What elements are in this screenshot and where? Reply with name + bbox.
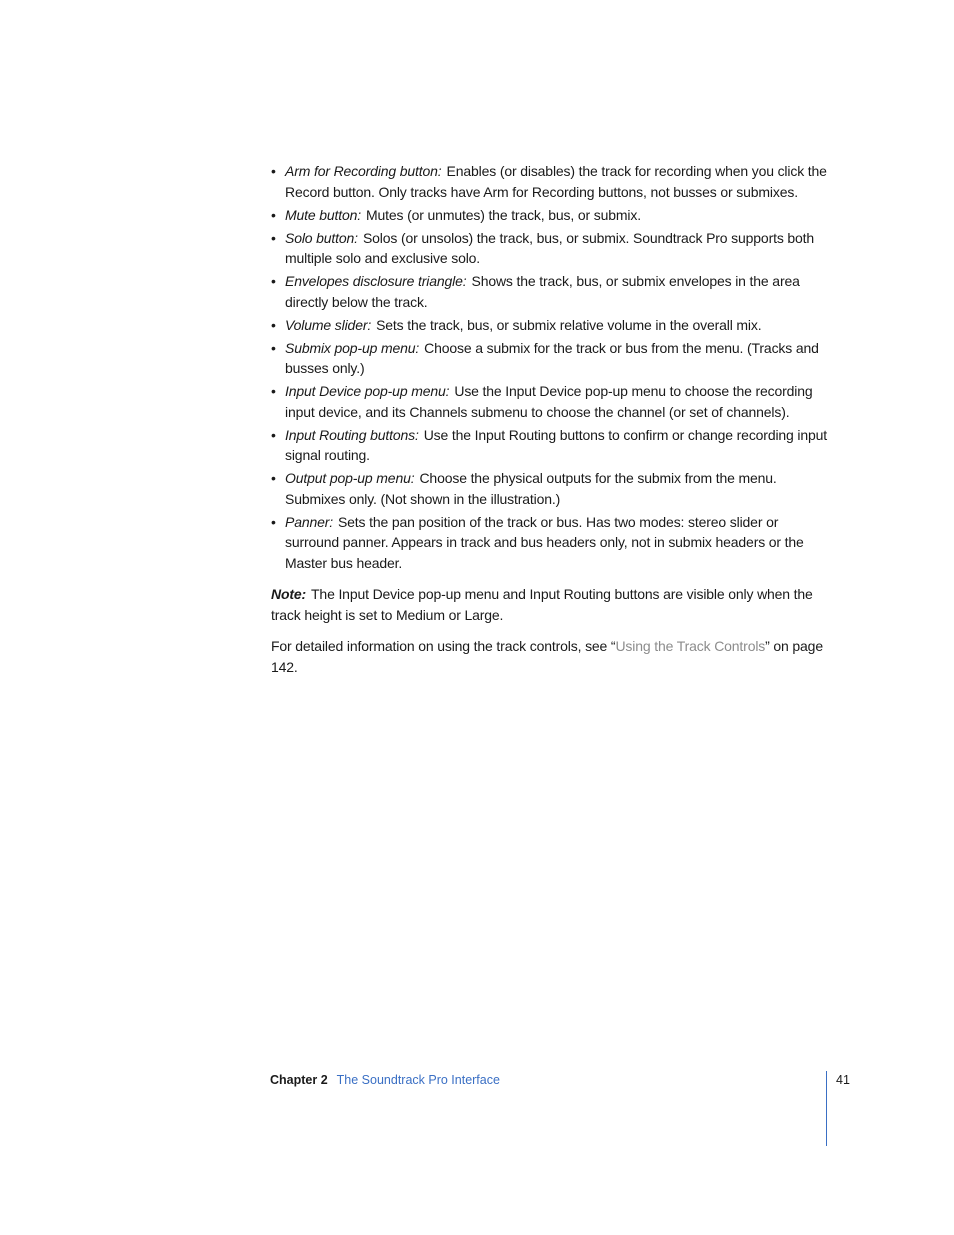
- item-term: Volume slider:: [285, 316, 372, 333]
- reference-text-after: ” on page 142.: [271, 638, 823, 675]
- reference-paragraph: [271, 636, 831, 677]
- item-description: Use the Input Device pop-up menu to choose the recording input device, and its Channels submenu to choose the channel (or set of channels).: [285, 383, 813, 420]
- bullet-marker: •: [271, 383, 276, 399]
- item-description: Solos (or unsolos) the track, bus, or submix. Soundtrack Pro supports both multiple solo and exclusive solo.: [285, 229, 815, 266]
- bullet-marker: •: [271, 273, 276, 289]
- list-item: [271, 512, 831, 574]
- note-paragraph: [271, 584, 831, 625]
- item-description: Enables (or disables) the track for recording when you click the Record button. Only tracks have Arm for Recording buttons, not busses or submixes.: [285, 163, 827, 200]
- item-description: Sets the track, bus, or submix relative volume in the overall mix.: [376, 316, 762, 333]
- list-item: [271, 468, 831, 509]
- bullet-marker: •: [271, 229, 276, 246]
- item-description: Use the Input Routing buttons to confirm or change recording input signal routing.: [285, 426, 828, 463]
- list-item: [271, 315, 831, 336]
- item-term: Solo button:: [285, 229, 358, 246]
- bullet-marker: •: [271, 206, 276, 223]
- note-text: The Input Device pop-up menu and Input Routing buttons are visible only when the track height is set to Medium or Large.: [271, 586, 813, 623]
- note-label: Note:: [271, 586, 307, 602]
- item-term: Arm for Recording button:: [285, 163, 442, 179]
- list-item: [271, 205, 831, 226]
- item-description: Choose a submix for the track or bus from the menu. (Tracks and busses only.): [285, 339, 819, 376]
- cross-reference-link[interactable]: Using the Track Controls: [615, 638, 766, 654]
- item-term: Input Routing buttons:: [285, 426, 419, 443]
- list-item: [271, 338, 831, 379]
- list-item: [271, 381, 831, 422]
- item-description: Choose the physical outputs for the submix from the menu. Submixes only. (Not shown in the illustration.): [285, 470, 777, 507]
- list-item: [271, 425, 831, 466]
- page-footer: [270, 1072, 500, 1088]
- bullet-marker: •: [271, 339, 276, 356]
- chapter-label: Chapter 2: [270, 1073, 328, 1087]
- reference-text-before: For detailed information on using the track controls, see “: [271, 638, 616, 654]
- bullet-marker: •: [271, 470, 276, 486]
- track-controls-list: [271, 161, 831, 573]
- item-term: Envelopes disclosure triangle:: [285, 273, 467, 289]
- item-term: Submix pop-up menu:: [285, 339, 420, 356]
- list-item: [271, 271, 831, 312]
- bullet-marker: •: [271, 316, 276, 333]
- bullet-marker: •: [271, 426, 276, 443]
- item-description: Mutes (or unmutes) the track, bus, or submix.: [366, 206, 641, 223]
- item-term: Output pop-up menu:: [285, 470, 415, 486]
- item-description: Sets the pan position of the track or bus. Has two modes: stereo slider or surround panner. Appears in track and bus headers only, not in submix headers or the Master bus header.: [285, 513, 804, 571]
- page-number: 41: [836, 1073, 850, 1087]
- bullet-marker: •: [271, 513, 276, 530]
- item-term: Input Device pop-up menu:: [285, 383, 450, 399]
- bullet-marker: •: [271, 163, 276, 179]
- item-term: Mute button:: [285, 206, 362, 223]
- item-description: Shows the track, bus, or submix envelopes in the area directly below the track.: [285, 273, 800, 310]
- list-item: [271, 161, 831, 202]
- page-body: [271, 161, 831, 677]
- chapter-title-link[interactable]: The Soundtrack Pro Interface: [336, 1073, 500, 1087]
- item-term: Panner:: [285, 513, 333, 530]
- footer-divider: [826, 1071, 827, 1146]
- list-item: [271, 228, 831, 269]
